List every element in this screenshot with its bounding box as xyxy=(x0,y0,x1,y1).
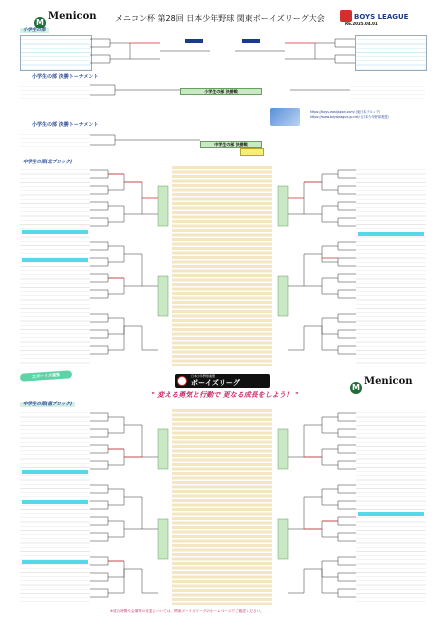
south-left-team-list xyxy=(20,409,90,605)
south-highlight-1 xyxy=(22,470,88,474)
south-highlight-3 xyxy=(22,560,88,564)
footer-note: ※試合時間や会場等の変更については、関東ボーイズリーグのホームページでご確認ください。 xyxy=(110,609,264,613)
boys-league-logo-icon xyxy=(340,10,352,22)
north-schedule-column xyxy=(172,166,272,366)
boys-league-banner-logo xyxy=(175,374,270,388)
menicon-logo-icon-2: M xyxy=(350,375,362,394)
brand-left-2: Menicon xyxy=(364,376,413,387)
boys-league-logo-icon-2 xyxy=(177,376,187,386)
boys-league-sub: 日本少年野球連盟 xyxy=(191,374,216,378)
header xyxy=(0,8,446,26)
final-a-teams-left xyxy=(20,83,90,99)
menicon-logo-icon: M xyxy=(34,10,46,22)
south-right-team-list xyxy=(356,409,426,605)
elementary-section xyxy=(20,28,425,72)
url-league[interactable]: https://www.boysleague-jp.net/ (日本少年野球連盟) xyxy=(310,115,389,119)
date-badge: R6.2025.04.01 xyxy=(345,22,378,26)
badge-left-text: 之ボーイズ頑張 xyxy=(31,372,61,379)
elementary-bracket-left xyxy=(20,35,92,71)
final-b-teams-left xyxy=(20,131,90,147)
elementary-label: 小学生の部 xyxy=(20,28,49,33)
banner-slogan: " 変える勇気と行動で 更なる成長をしよう！ " xyxy=(151,391,299,399)
elementary-top-bracket-lines xyxy=(90,35,355,69)
south-highlight-4 xyxy=(358,512,424,516)
final-a-title: 小学生の部 決勝トーナメント xyxy=(32,74,99,80)
badge-left xyxy=(20,370,72,382)
north-highlight-3 xyxy=(358,232,424,236)
page-title: メニコン杯 第28回 日本少年野球 関東ボーイズリーグ大会 xyxy=(115,14,325,23)
junior-north-label: 中学生の部(北ブロック) xyxy=(23,160,73,165)
south-schedule-column xyxy=(172,409,272,605)
north-left-team-list xyxy=(20,166,90,366)
final-a-box: 小学生の部 決勝戦 xyxy=(180,88,262,95)
elementary-final-b xyxy=(20,123,425,155)
brand-right: BOYS LEAGUE xyxy=(354,13,409,21)
brand-left: Menicon xyxy=(48,11,97,22)
elementary-bracket-right xyxy=(355,35,427,71)
final-b-title: 小学生の部 決勝トーナメント xyxy=(32,122,99,128)
boys-league-word: ボーイズリーグ xyxy=(191,379,240,387)
north-highlight-1 xyxy=(22,230,88,234)
elementary-final-a xyxy=(20,75,425,115)
north-final-label xyxy=(240,148,264,156)
final-a-teams-right xyxy=(350,83,425,99)
north-right-team-list xyxy=(356,166,426,366)
south-highlight-2 xyxy=(22,500,88,504)
final-b-box: 中学生の部 決勝戦 xyxy=(200,141,262,148)
junior-south-label: 中学生の部(南ブロック) xyxy=(20,402,75,407)
north-highlight-2 xyxy=(22,258,88,262)
url-east[interactable]: https://boys-eastjapan.com/ (東日本ブロック) xyxy=(310,110,381,114)
